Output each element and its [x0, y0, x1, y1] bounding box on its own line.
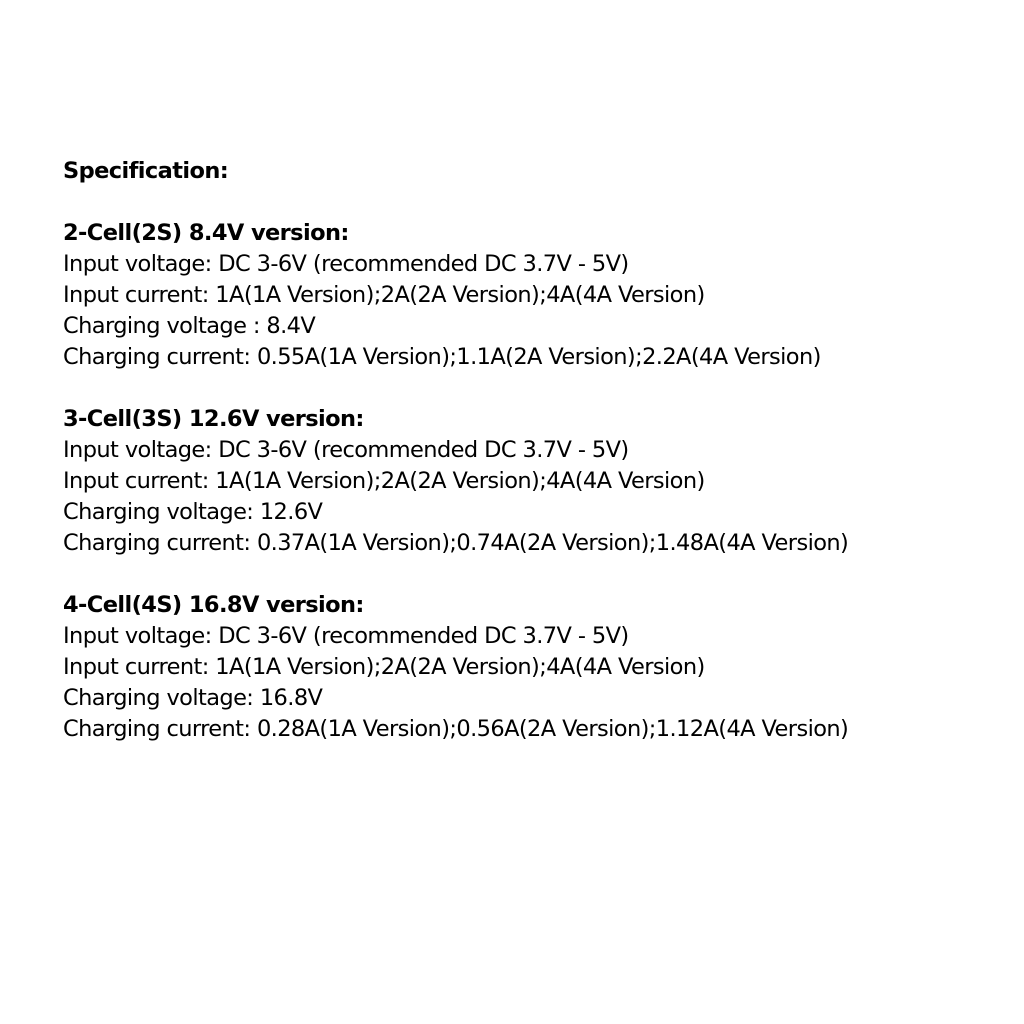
- charging-current-line: Charging current: 0.55A(1A Version);1.1A(2A Version);2.2A(4A Version): [63, 344, 821, 370]
- spec-section-3s: [63, 404, 1013, 559]
- section-heading: 2-Cell(2S) 8.4V version:: [63, 220, 349, 246]
- spacer: [63, 373, 1013, 404]
- page-title: Specification:: [63, 158, 229, 184]
- input-current-line: Input current: 1A(1A Version);2A(2A Version);4A(4A Version): [63, 468, 705, 494]
- spec-section-4s: [63, 590, 1013, 745]
- charging-voltage-line: Charging voltage: 16.8V: [63, 685, 323, 711]
- charging-current-line: Charging current: 0.28A(1A Version);0.56A(2A Version);1.12A(4A Version): [63, 716, 849, 742]
- charging-voltage-line: Charging voltage: 12.6V: [63, 499, 323, 525]
- input-voltage-line: Input voltage: DC 3-6V (recommended DC 3.7V - 5V): [63, 251, 629, 277]
- input-current-line: Input current: 1A(1A Version);2A(2A Version);4A(4A Version): [63, 654, 705, 680]
- spacer: [63, 559, 1013, 590]
- input-voltage-line: Input voltage: DC 3-6V (recommended DC 3.7V - 5V): [63, 623, 629, 649]
- spacer: [63, 187, 1013, 218]
- input-voltage-line: Input voltage: DC 3-6V (recommended DC 3.7V - 5V): [63, 437, 629, 463]
- spec-section-2s: [63, 218, 1013, 373]
- charging-current-line: Charging current: 0.37A(1A Version);0.74A(2A Version);1.48A(4A Version): [63, 530, 849, 556]
- section-heading: 3-Cell(3S) 12.6V version:: [63, 406, 364, 432]
- section-heading: 4-Cell(4S) 16.8V version:: [63, 592, 364, 618]
- input-current-line: Input current: 1A(1A Version);2A(2A Version);4A(4A Version): [63, 282, 705, 308]
- specification-document: [63, 156, 1013, 745]
- charging-voltage-line: Charging voltage : 8.4V: [63, 313, 316, 339]
